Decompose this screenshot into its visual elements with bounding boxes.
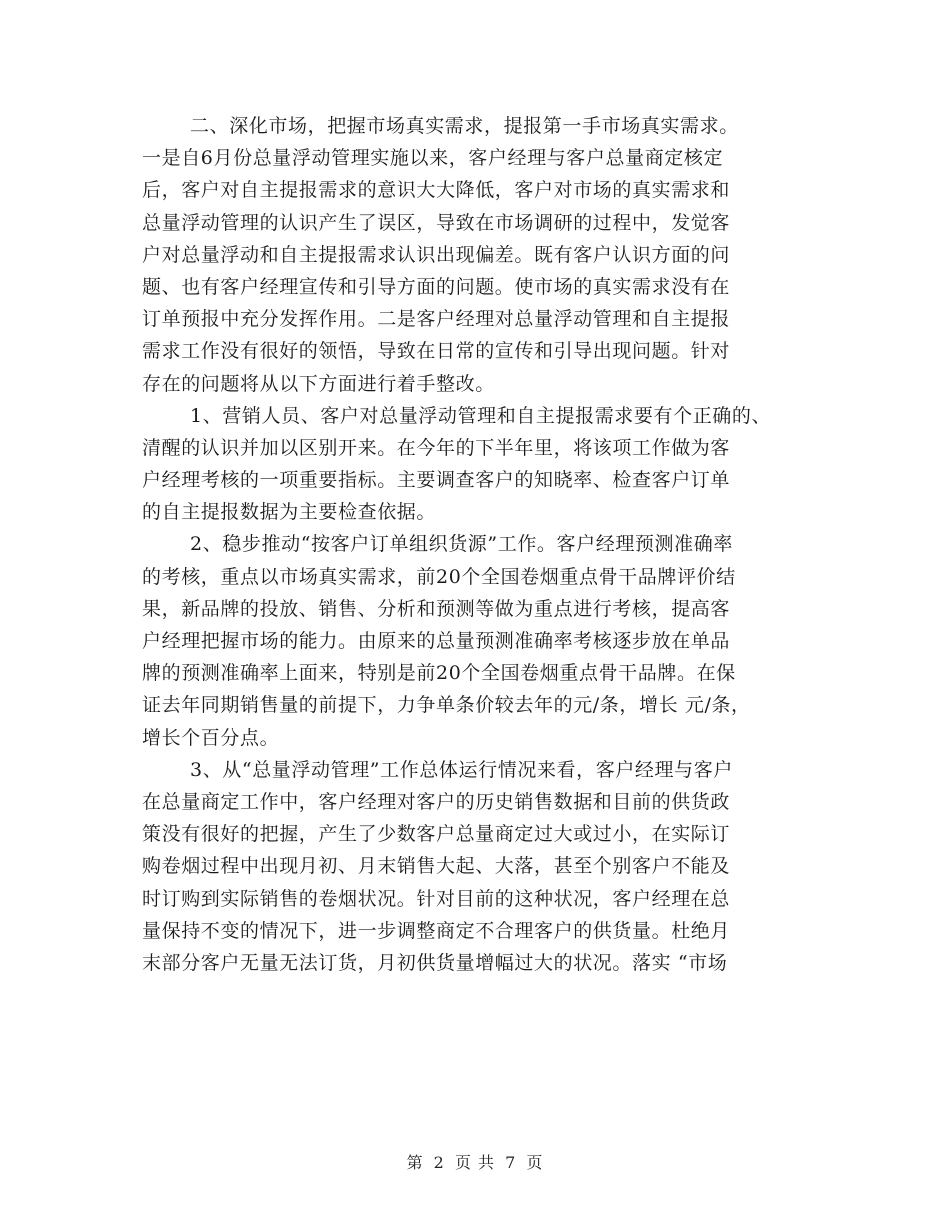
text-line: 增长个百分点。 [142,726,280,749]
footer-current-page: 2 [433,1153,445,1172]
text-line: 二、深化市场，把握市场真实需求，提报第一手市场真实需求。 [190,115,739,137]
text-line: 后，客户对自主提报需求的意识大大降低，客户对市场的真实需求和 [142,179,731,202]
footer-suffix: 页 [526,1153,544,1172]
text-line: 末部分客户无量无法订货，月初供货量增幅过大的状况。落实 “市场 [142,951,728,974]
text-line: 的自主提报数据为主要检查依据。 [142,501,437,524]
text-line: 户对总量浮动和自主提报需求认识出现偏差。既有客户认识方面的问 [142,243,731,266]
text-line: 购卷烟过程中出现月初、月末销售大起、大落，甚至个别客户不能及 [142,855,731,878]
text-line: 策没有很好的把握，产生了少数客户总量商定过大或过小，在实际订 [142,823,731,846]
text-line: 订单预报中充分发挥作用。二是客户经理对总量浮动管理和自主提报 [142,308,731,331]
footer-middle: 页 共 [454,1153,496,1172]
page-footer [0,1150,950,1173]
text-line: 题、也有客户经理宣传和引导方面的问题。使市场的真实需求没有在 [142,275,731,298]
text-line: 清醒的认识并加以区别开来。在今年的下半年里，将该项工作做为客 [142,436,731,459]
text-line: 时订购到实际销售的卷烟状况。针对目前的这种状况，客户经理在总 [142,887,731,910]
text-line: 1、营销人员、客户对总量浮动管理和自主提报需求要有个正确的、 [190,404,772,427]
document-body [142,110,802,979]
text-line: 一是自6月份总量浮动管理实施以来，客户经理与客户总量商定核定 [142,147,724,170]
text-line: 总量浮动管理的认识产生了误区，导致在市场调研的过程中，发觉客 [142,211,731,234]
text-line: 2、稳步推动“按客户订单组织货源”工作。客户经理预测准确率 [190,533,733,556]
text-line: 量保持不变的情况下，进一步调整商定不合理客户的供货量。杜绝月 [142,919,731,942]
text-line: 存在的问题将从以下方面进行着手整改。 [142,372,495,395]
text-line: 果，新品牌的投放、销售、分析和预测等做为重点进行考核，提高客 [142,597,731,620]
text-line: 需求工作没有很好的领悟，导致在日常的宣传和引导出现问题。针对 [142,340,731,363]
text-line: 的考核，重点以市场真实需求，前20个全国卷烟重点骨干品牌评价结 [142,565,736,588]
text-line: 户经理考核的一项重要指标。主要调查客户的知晓率、检查客户订单 [142,469,731,492]
text-line: 3、从“总量浮动管理”工作总体运行情况来看，客户经理与客户 [190,758,733,781]
text-line: 在总量商定工作中，客户经理对客户的历史销售数据和目前的供货政 [142,790,731,813]
footer-total-pages: 7 [505,1153,517,1172]
footer-prefix: 第 [406,1153,424,1172]
text-line: 户经理把握市场的能力。由原来的总量预测准确率考核逐步放在单品 [142,630,731,652]
text-line: 证去年同期销售量的前提下，力争单条价较去年的元/条，增长 元/条， [142,694,751,717]
text-line: 牌的预测准确率上面来，特别是前20个全国卷烟重点骨干品牌。在保 [142,662,736,685]
